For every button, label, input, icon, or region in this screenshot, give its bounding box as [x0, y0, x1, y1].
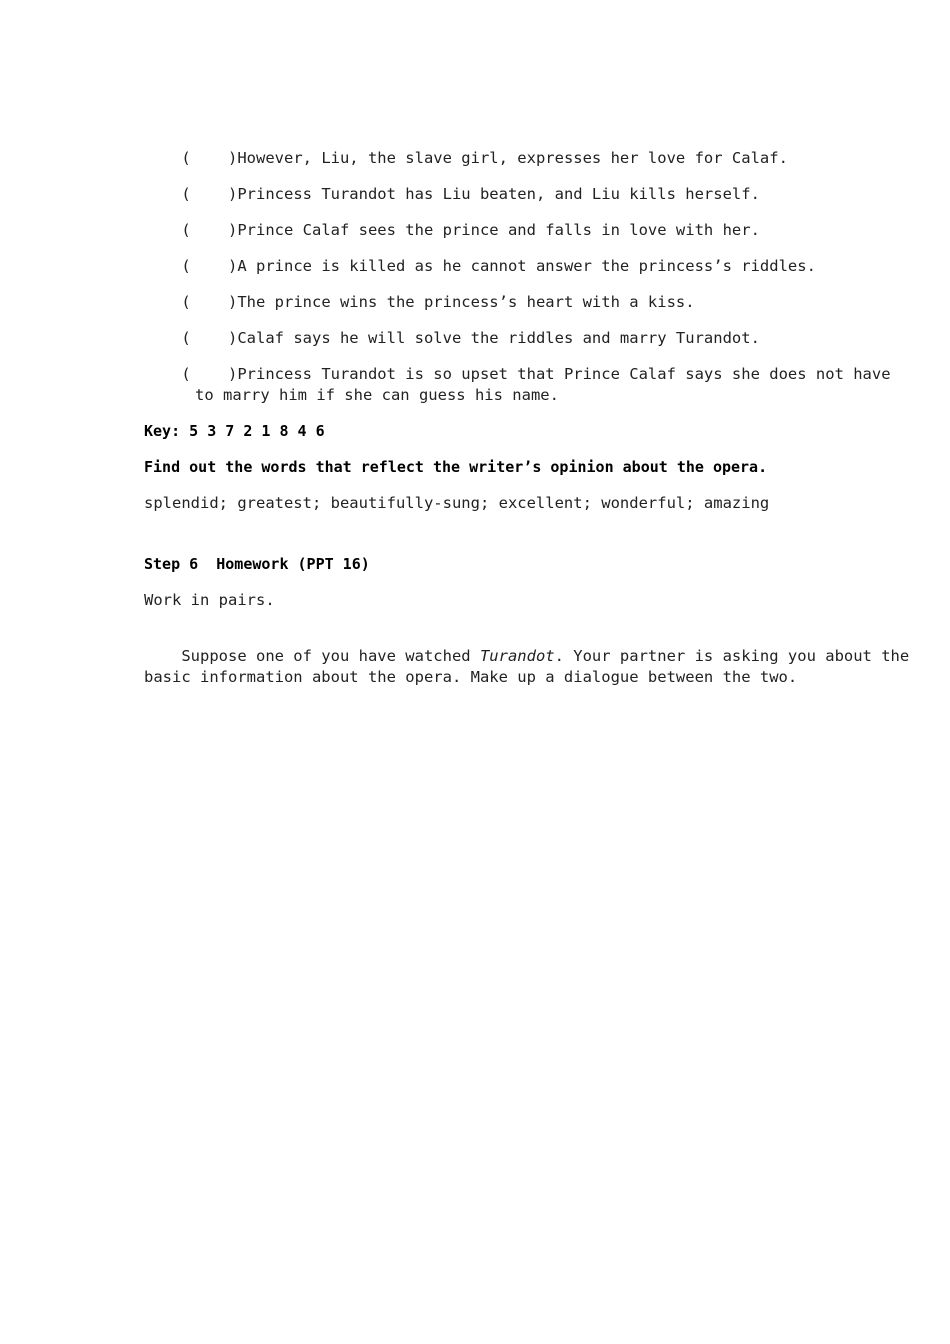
task-paragraph: Suppose one of you have watched Turandot. Your partner is asking you about the [181, 647, 910, 665]
answer-blank[interactable]: ( ) [181, 365, 238, 383]
opera-title: Turandot [479, 647, 555, 665]
item-text: A prince is killed as he cannot answer the princess’s riddles. [237, 257, 816, 275]
answer-blank[interactable]: ( ) [181, 185, 238, 203]
answer-blank[interactable]: ( ) [181, 221, 238, 239]
answer-blank[interactable]: ( ) [181, 293, 238, 311]
item-text: However, Liu, the slave girl, expresses her love for Calaf. [237, 149, 788, 167]
list-item-continuation: to marry him if she can guess his name. [195, 386, 559, 404]
item-text: Princess Turandot has Liu beaten, and Liu kills herself. [237, 185, 760, 203]
word-list: splendid; greatest; beautifully-sung; excellent; wonderful; amazing [144, 494, 770, 512]
task-paragraph-cont: basic information about the opera. Make up a dialogue between the two. [144, 668, 798, 686]
item-text: Prince Calaf sees the prince and falls in love with her. [237, 221, 760, 239]
step-heading: Step 6 Homework (PPT 16) [144, 555, 370, 573]
instruction: Work in pairs. [144, 591, 275, 609]
section-heading: Find out the words that reflect the writer’s opinion about the opera. [144, 458, 768, 476]
answer-blank[interactable]: ( ) [181, 257, 238, 275]
item-text: Princess Turandot is so upset that Prince Calaf says she does not have [237, 365, 891, 383]
answer-blank[interactable]: ( ) [181, 149, 238, 167]
answer-blank[interactable]: ( ) [181, 329, 238, 347]
item-text: The prince wins the princess’s heart with a kiss. [237, 293, 695, 311]
item-text: Calaf says he will solve the riddles and marry Turandot. [237, 329, 760, 347]
answer-key: Key: 5 3 7 2 1 8 4 6 [144, 422, 325, 440]
